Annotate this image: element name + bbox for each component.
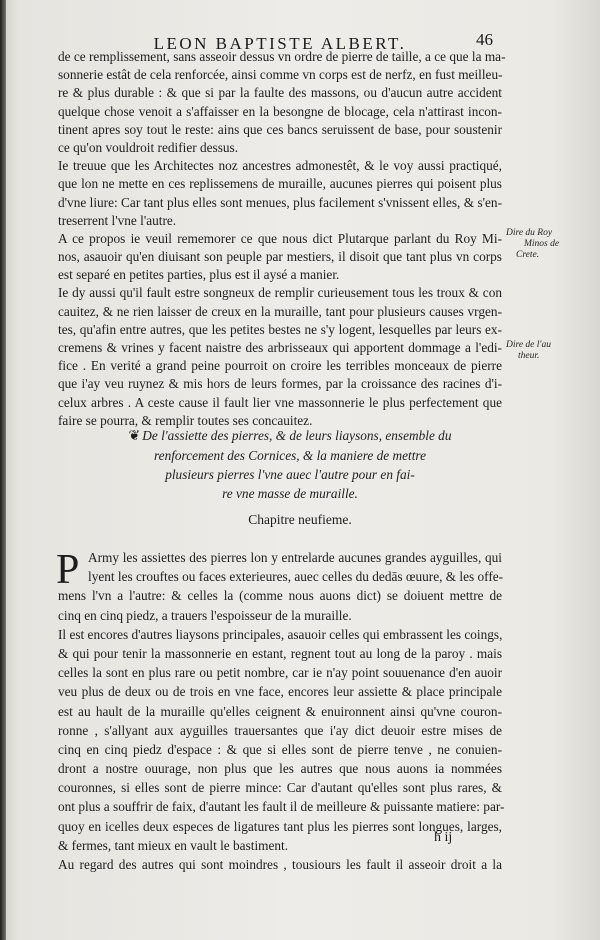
- heading-line: ❦ De l'assiette des pierres, & de leurs liaysons, ensemble du: [128, 428, 452, 444]
- text-line: faire se pourra, & remplir toutes ses concauitez.: [58, 412, 313, 428]
- margin-note-line: Crete.: [516, 250, 540, 260]
- heading-line: plusieurs pierres l'vne auec l'autre pour en fai-: [165, 467, 415, 482]
- chapter-title: Chapitre neufieme.: [248, 512, 352, 527]
- text-line: est separé en petites parties, plus est il aysé a manier.: [58, 267, 340, 283]
- paragraph-2: [58, 157, 502, 230]
- text-line: Ie treuue que les Architectes noz ancestres admonestêt, & le voy aussi practiqué,: [58, 158, 502, 174]
- text-line: & qui pour tenir la massonnerie en estant, regnent tout au long de la paroy . mais: [58, 645, 502, 661]
- margin-note-minos: [506, 228, 590, 261]
- text-line: ronne , s'allyant aux ayguilles trauersantes que i'ay dict deuoir estre mises de: [58, 722, 502, 738]
- text-line: celles la sont en plus rare ou petit nombre, car ie n'ay point souuenance d'en auoir: [58, 665, 502, 681]
- main-text-upper: [58, 48, 506, 430]
- text-line: d'vne liure: Car tant plus elles sont menues, plus facilement s'vnissent elles, & s'en-: [58, 194, 502, 210]
- text-line: lyent les crouftes ou faces exterieures, auec celles du dedās œuure, & les offe-: [88, 569, 504, 585]
- margin-note-line: Dire du Roy: [506, 228, 553, 238]
- running-title: LEON BAPTISTE ALBERT.: [153, 34, 407, 53]
- text-line: treserrent l'vne l'autre.: [58, 212, 177, 228]
- text-line: tes, qu'afin entre autres, que les petites bestes ne s'y logent, lesquelles par leurs ex-: [58, 321, 502, 337]
- text-line: Au regard des autres qui sont moindres , tousiours les fault il asseoir droit a la: [58, 857, 502, 872]
- text-line: Ie dy aussi qu'il fault estre songneux de remplir curieusement tous les troux & con: [58, 285, 502, 301]
- text-line: couronnes, si elles sont de pierre mince: Car d'autant qu'elles sont plus rares, &: [58, 780, 502, 796]
- text-line: cauitez, & ne rien laisser de creux en la muraille, tant pour plusieurs causes vrgen-: [58, 303, 502, 319]
- heading-line: re vne masse de muraille.: [222, 486, 358, 501]
- paragraph-4: [58, 284, 502, 430]
- text-line: nos, asauoir qu'en diuisant son peuple par mestiers, il disoit que tant plus vn corps: [58, 249, 502, 265]
- paragraph-5: [58, 548, 502, 625]
- text-line: ce qu'on vouldroit redifier dessus.: [58, 139, 239, 155]
- section-heading: [110, 426, 470, 503]
- text-line: & fermes, tant mieux en vault le bastiment.: [58, 837, 289, 853]
- text-line: de ce remplissement, sans asseoir dessus vn ordre de pierre de taille, a ce que la ma-: [58, 49, 506, 64]
- paragraph-6: [58, 625, 505, 855]
- fleuron-icon: ❦: [128, 429, 141, 444]
- paragraph-1: [58, 48, 506, 157]
- text-line: quoy en icelles deux especes de ligatures tant plus les pierres sont longues, larges,: [58, 818, 502, 834]
- signature-mark: h ij: [434, 830, 453, 845]
- text-line: celux arbres . A ceste cause il fault lier vne massonnerie le plus perfectement que: [58, 394, 502, 410]
- paragraph-3: [58, 230, 502, 285]
- text-line: A ce propos ie veuil rememorer ce que nous dict Plutarque parlant du Roy Mi-: [58, 230, 502, 246]
- text-line: ont plus a souffrir de faix, d'autant les fault il de meilleure & puissante matiere: par-: [58, 799, 505, 815]
- text-line: fice . En verité a grand peine pourroit on croire les terribles monceaux de pierre: [58, 358, 502, 374]
- margin-note-line: theur.: [518, 351, 540, 361]
- text-line: re & plus durable : & que si par la faulte des massons, ou d'aucun autre accident: [58, 85, 502, 101]
- main-text-lower: [58, 548, 505, 874]
- text-line: cinq en cinq piedz, a trauers l'espoisseur de la muraille.: [58, 607, 352, 623]
- text-line: que i'ay veu ruynez & mis hors de leurs formes, par la croissance des racines d'i-: [58, 376, 502, 392]
- text-line: tinent apres soy tout le reste: ains que ces bancs seruissent de base, pour soustenir: [58, 121, 502, 137]
- page-gutter-shadow: [0, 0, 6, 940]
- text-line: Il est encores d'autres liaysons principales, asauoir celles qui embrassent les coings,: [58, 626, 503, 642]
- text-line: cinq en cinq piedz d'espace : & que si elles sont de pierre tenve , ne conuien-: [58, 741, 502, 757]
- text-line: cremens & vrines y facent naistre des arbrisseaux qui apportent dommage a l'edi-: [58, 340, 502, 355]
- margin-note-line: Minos de: [524, 239, 560, 249]
- paragraph-7: [58, 855, 502, 874]
- page-number: 46: [476, 30, 493, 49]
- drop-cap-letter: P: [56, 547, 80, 593]
- text-line: quelque chose venoit a s'affaisser en la besongne de blocage, cela n'attirast incon-: [58, 103, 502, 119]
- margin-note-author: [506, 340, 590, 362]
- text-line: est au hault de la muraille qu'elles ceignent & enuironnent ainsi qu'vne couron-: [58, 703, 502, 719]
- text-line: veu plus de deux ou de trois en vne face, encores leur assiette & place principale: [58, 684, 502, 700]
- heading-line: renforcement des Cornices, & la maniere de mettre: [153, 448, 427, 463]
- text-line: que lon ne mette en ces replissemens de muraille, aucunes pierres qui poisent plus: [58, 176, 502, 192]
- text-line: Army les assiettes des pierres lon y entrelarde aucunes grandes ayguilles, qui: [88, 550, 502, 565]
- margin-note-line: Dire de l'au: [506, 340, 551, 350]
- text-line: dront a nostre ouurage, non plus que les autres que nous auons ia nommées: [58, 761, 502, 777]
- text-line: sonnerie estât de cela renforcée, ainsi comme vn corps est de nerfz, en fust meilleu-: [58, 67, 503, 83]
- text-line: mens l'vn a l'autre: & celles la (comme nous auons dict) se doiuent mettre de: [58, 588, 502, 604]
